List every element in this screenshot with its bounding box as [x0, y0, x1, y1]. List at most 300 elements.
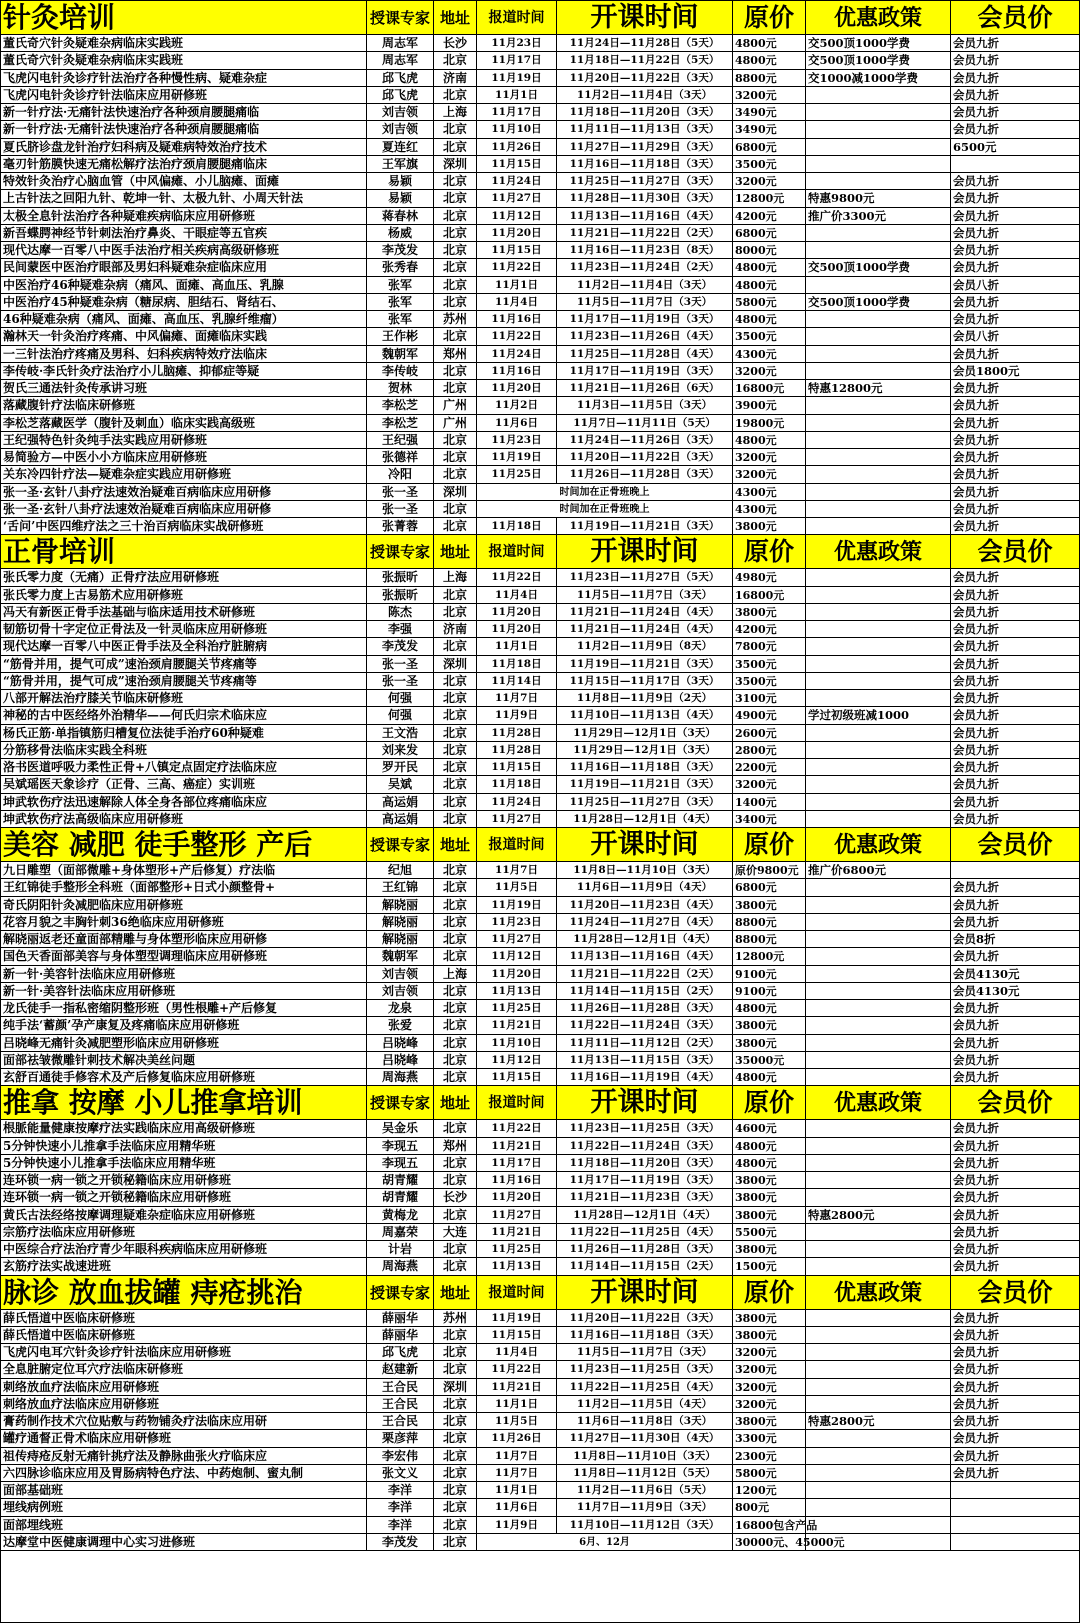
- class-dates: 11月28日—12月1日（4天）: [557, 811, 733, 827]
- class-dates: 11月23日—11月26日（4天）: [557, 328, 733, 344]
- promotion: [806, 1035, 951, 1051]
- table-row: [1, 1482, 1079, 1499]
- instructor: 周海燕: [367, 1069, 434, 1085]
- course-name: 5分钟快速小儿推拿手法临床应用精华班: [1, 1155, 367, 1171]
- class-dates: 11月26日—11月28日（3天）: [557, 1000, 733, 1016]
- location: 北京: [434, 725, 477, 741]
- location: 北京: [434, 983, 477, 999]
- check-in-date: 11月20日: [477, 225, 557, 241]
- original-price: 16800包含产品: [735, 1518, 818, 1532]
- column-header: 地址: [434, 1, 477, 34]
- instructor: 冷阳: [367, 466, 434, 482]
- section-title: 脉诊 放血拔罐 痔疮挑治: [1, 1276, 367, 1309]
- original-price: 4800元: [733, 1069, 806, 1085]
- promotion: [806, 1396, 951, 1412]
- original-price: 6800元: [733, 139, 806, 155]
- member-price: 会员九折: [953, 484, 999, 499]
- promotion: [806, 759, 951, 775]
- instructor: 何强: [367, 690, 434, 706]
- location: 北京: [434, 449, 477, 465]
- section-header-row: [1, 1086, 1079, 1120]
- table-row: [1, 879, 1079, 896]
- location: 北京: [434, 862, 477, 878]
- column-header: 开课时间: [557, 1086, 733, 1119]
- course-name: 毫刃针筋膜快速无痛松解疗法治疗颈肩腰腿痛临床: [1, 156, 367, 172]
- instructor: 李宏伟: [367, 1448, 434, 1464]
- member-price: 会员九折: [953, 381, 999, 395]
- check-in-date: 11月1日: [477, 87, 557, 103]
- original-price: 4200元: [733, 208, 806, 224]
- class-dates: 11月23日—11月25日（3天）: [557, 1120, 733, 1136]
- member-price: 6500元: [953, 139, 997, 154]
- section-header-row: [1, 535, 1079, 569]
- original-price: 4800元: [733, 1000, 806, 1016]
- location: 北京: [434, 931, 477, 947]
- table-row: [1, 725, 1079, 742]
- table-row: [1, 983, 1079, 1000]
- member-price: 会员九折: [953, 467, 999, 482]
- original-price: 6800元: [733, 879, 806, 895]
- promotion: [806, 983, 951, 999]
- original-price: 原价9800元: [733, 862, 806, 878]
- instructor: 王纪强: [367, 432, 434, 448]
- instructor: 李现五: [367, 1155, 434, 1171]
- location: 大连: [434, 1224, 477, 1240]
- check-in-date: 11月1日: [477, 277, 557, 293]
- table-row: [1, 656, 1079, 673]
- check-in-date: 11月23日: [477, 914, 557, 930]
- promotion: [806, 484, 951, 500]
- member-price: [951, 1482, 1079, 1498]
- table-row: [1, 569, 1079, 586]
- class-dates: 11月18日—11月20日（3天）: [557, 104, 733, 120]
- original-price: 8000元: [733, 242, 806, 258]
- check-in-date: 11月28日: [477, 725, 557, 741]
- table-row: [1, 1017, 1079, 1034]
- instructor: 何强: [367, 707, 434, 723]
- location: 郑州: [434, 346, 477, 362]
- promotion: [806, 776, 951, 792]
- course-name: 5分钟快速小儿推拿手法临床应用精华班: [1, 1138, 367, 1154]
- promotion: [806, 1499, 951, 1515]
- location: 北京: [434, 1120, 477, 1136]
- location: 北京: [434, 742, 477, 758]
- course-name: 新一针疗法·无痛针法快速治疗各种颈肩腰腿痛临: [1, 121, 367, 137]
- check-in-date: 11月7日: [477, 1448, 557, 1464]
- column-header: 授课专家: [367, 1086, 434, 1119]
- original-price: 4300元: [733, 484, 806, 500]
- course-name: 九日雕塑（面部微雕+身体塑形+产后修复）疗法临: [1, 862, 367, 878]
- original-price: 3800元: [733, 604, 806, 620]
- column-header: 原价: [733, 1086, 806, 1119]
- class-dates: 11月26日—11月28日（3天）: [557, 1241, 733, 1257]
- location: 济南: [434, 621, 477, 637]
- class-dates: 11月29日—12月1日（3天）: [557, 725, 733, 741]
- table-row: [1, 1069, 1079, 1086]
- promotion: [806, 725, 951, 741]
- class-dates: 11月20日—11月22日（3天）: [557, 70, 733, 86]
- original-price: 3200元: [733, 1379, 806, 1395]
- table-row: [1, 397, 1079, 414]
- instructor: 张军: [367, 277, 434, 293]
- check-in-date: 11月15日: [477, 156, 557, 172]
- member-price: 会员九折: [953, 880, 999, 895]
- promotion: [806, 139, 951, 155]
- check-in-date: 11月25日: [477, 466, 557, 482]
- member-price: 会员九折: [953, 243, 999, 257]
- check-in-date: 11月18日: [477, 518, 557, 534]
- instructor: 吕晓峰: [367, 1035, 434, 1051]
- member-price: [951, 1499, 1079, 1515]
- class-dates: 11月25日—11月28日（4天）: [557, 346, 733, 362]
- check-in-date: 11月15日: [477, 1069, 557, 1085]
- course-name: 黄氏古法经络按摩调理疑难杂症临床应用研修班: [1, 1207, 367, 1223]
- course-name: 薛氏悟道中医临床研修班: [1, 1310, 367, 1326]
- class-dates: 11月2日—11月5日（4天）: [557, 1396, 733, 1412]
- course-name: 玄筋疗法实战速进班: [1, 1258, 367, 1274]
- member-price: 会员九折: [953, 1224, 999, 1239]
- promotion: [806, 1224, 951, 1240]
- promotion: 特惠2800元: [806, 1413, 951, 1429]
- section-title: 美容 减肥 徒手整形 产后: [1, 828, 367, 861]
- course-name: 刺络放血疗法临床应用研修班: [1, 1379, 367, 1395]
- member-price: 会员九折: [953, 70, 999, 85]
- location: 北京: [434, 1396, 477, 1412]
- class-dates: 11月16日—11月18日（3天）: [557, 1327, 733, 1343]
- table-row: [1, 1120, 1079, 1137]
- original-price: 4800元: [733, 1155, 806, 1171]
- location: 北京: [434, 1448, 477, 1464]
- original-price: 3200元: [733, 449, 806, 465]
- column-header: 地址: [434, 535, 477, 568]
- location: 北京: [434, 948, 477, 964]
- member-price: 会员九折: [953, 777, 999, 792]
- original-price: 3200元: [733, 1361, 806, 1377]
- table-row: [1, 1310, 1079, 1327]
- table-row: [1, 415, 1079, 432]
- original-price: 30000元、45000元: [735, 1535, 845, 1549]
- member-price: 会员九折: [953, 36, 999, 50]
- original-price: 3200元: [733, 1344, 806, 1360]
- column-header: 报道时间: [477, 1276, 557, 1309]
- check-in-date: 11月7日: [477, 690, 557, 706]
- member-price: 会员九折: [953, 450, 999, 464]
- column-header: 原价: [733, 1276, 806, 1309]
- class-dates: 11月5日—11月7日（3天）: [557, 1344, 733, 1360]
- instructor: 王合民: [367, 1413, 434, 1429]
- column-header: 授课专家: [367, 828, 434, 861]
- location: 广州: [434, 415, 477, 431]
- location: 北京: [434, 1413, 477, 1429]
- check-in-date: 11月13日: [477, 983, 557, 999]
- table-row: [1, 690, 1079, 707]
- location: 苏州: [434, 311, 477, 327]
- location: 北京: [434, 1172, 477, 1188]
- table-row: [1, 518, 1079, 535]
- promotion: 交500顶1000学费: [806, 35, 951, 51]
- course-name: 神秘的古中医经络外治精华——何氏归宗术临床应: [1, 707, 367, 723]
- check-in-date: 11月16日: [477, 311, 557, 327]
- class-dates: 11月8日—11月10日（3天）: [557, 1448, 733, 1464]
- check-in-date: 11月23日: [477, 35, 557, 51]
- check-in-date: 11月22日: [477, 1120, 557, 1136]
- promotion: [806, 1327, 951, 1343]
- class-dates: 11月19日—11月21日（3天）: [557, 776, 733, 792]
- course-name: 夏氏脐诊盘龙针治疗妇科病及疑难病特效治疗技术: [1, 139, 367, 155]
- original-price: 3200元: [733, 1396, 806, 1412]
- class-dates: 11月18日—11月20日（3天）: [557, 1155, 733, 1171]
- instructor: 李茂发: [367, 242, 434, 258]
- instructor: 王作彬: [367, 328, 434, 344]
- column-header: 优惠政策: [806, 1086, 951, 1119]
- instructor: 高运娟: [367, 811, 434, 827]
- member-price: 会员九折: [953, 398, 999, 413]
- promotion: [806, 1258, 951, 1274]
- original-price: 3800元: [733, 1189, 806, 1205]
- course-name: 连环锁一病一锁之开锁秘籍临床应用研修班: [1, 1189, 367, 1205]
- class-dates: 11月23日—11月27日（5天）: [557, 569, 733, 585]
- class-dates: 6月、12月: [477, 1534, 733, 1550]
- original-price: 800元: [733, 1499, 806, 1515]
- member-price: 会员九折: [953, 105, 999, 119]
- promotion: [806, 173, 951, 189]
- original-price: 3800元: [733, 1172, 806, 1188]
- table-row: [1, 1189, 1079, 1206]
- promotion: [806, 1517, 951, 1533]
- course-name: 连环锁一病一锁之开锁秘籍临床应用研修班: [1, 1172, 367, 1188]
- member-price: [951, 156, 1079, 172]
- location: 北京: [434, 914, 477, 930]
- course-name: 太极全息针法治疗各种疑难疾病临床应用研修班: [1, 208, 367, 224]
- class-dates: 11月19日—11月21日（3天）: [557, 656, 733, 672]
- table-row: [1, 794, 1079, 811]
- original-price: 4800元: [733, 35, 806, 51]
- location: 北京: [434, 466, 477, 482]
- original-price: 4900元: [733, 707, 806, 723]
- promotion: 特惠9800元: [806, 190, 951, 206]
- original-price: 9100元: [733, 966, 806, 982]
- class-dates: 11月13日—11月16日（4天）: [557, 948, 733, 964]
- member-price: 会员九折: [953, 1345, 999, 1359]
- class-dates: 11月29日—12月1日（3天）: [557, 742, 733, 758]
- location: 北京: [434, 1361, 477, 1377]
- column-header: 报道时间: [477, 535, 557, 568]
- original-price: 3800元: [733, 897, 806, 913]
- table-row: [1, 862, 1079, 879]
- instructor: 李洋: [367, 1499, 434, 1515]
- member-price: 会员九折: [953, 708, 999, 723]
- instructor: 周嘉荣: [367, 1224, 434, 1240]
- promotion: [806, 242, 951, 258]
- original-price: 6800元: [733, 225, 806, 241]
- column-header: 会员价: [977, 537, 1053, 567]
- promotion: [806, 225, 951, 241]
- course-name: 李传岐·李氏针灸疗法治疗小儿脑瘫、抑郁症等疑: [1, 363, 367, 379]
- table-row: [1, 638, 1079, 655]
- original-price: 4200元: [733, 621, 806, 637]
- section-header-row: [1, 828, 1079, 862]
- check-in-date: 11月23日: [477, 432, 557, 448]
- original-price: 4600元: [733, 1120, 806, 1136]
- course-name: 坤武软伤疗法高级临床应用研修班: [1, 811, 367, 827]
- check-in-date: 11月22日: [477, 569, 557, 585]
- promotion: [806, 690, 951, 706]
- course-name: 膏药制作技术穴位贴敷与药物铺灸疗法临床应用研: [1, 1413, 367, 1429]
- location: 北京: [434, 604, 477, 620]
- instructor: 解晓丽: [367, 931, 434, 947]
- table-row: [1, 104, 1079, 121]
- course-name: 坤武软伤疗法迅速解除人体全身各部位疼痛临床应: [1, 794, 367, 810]
- location: 深圳: [434, 484, 477, 500]
- instructor: 张一圣: [367, 673, 434, 689]
- column-header: 报道时间: [477, 1, 557, 34]
- promotion: [806, 656, 951, 672]
- original-price: 3500元: [733, 656, 806, 672]
- table-row: [1, 190, 1079, 207]
- course-name: 飞虎闪电针灸诊疗针法治疗各种慢性病、疑难杂症: [1, 70, 367, 86]
- table-row: [1, 1258, 1079, 1275]
- course-section: [1, 535, 1079, 828]
- check-in-date: 11月7日: [477, 862, 557, 878]
- course-name: 落藏腹针疗法临床研修班: [1, 397, 367, 413]
- promotion: [806, 1430, 951, 1446]
- class-dates: 11月2日—11月6日（5天）: [557, 1482, 733, 1498]
- class-dates: 11月18日—11月22日（5天）: [557, 52, 733, 68]
- table-row: [1, 811, 1079, 828]
- promotion: [806, 673, 951, 689]
- table-row: [1, 121, 1079, 138]
- course-name: 张一圣·玄针八卦疗法速效治疑难百病临床应用研修: [1, 501, 367, 517]
- class-dates: 11月21日—11月22日（2天）: [557, 225, 733, 241]
- original-price: 16800元: [733, 380, 806, 396]
- table-row: [1, 52, 1079, 69]
- table-row: [1, 1172, 1079, 1189]
- member-price: 会员九折: [953, 191, 999, 206]
- course-name: 薛氏悟道中医临床研修班: [1, 1327, 367, 1343]
- course-name: 韧筋切骨十字定位正骨法及一针灵临床应用研修班: [1, 621, 367, 637]
- class-dates: 时间加在正骨班晚上: [477, 501, 733, 517]
- promotion: [806, 449, 951, 465]
- class-dates: 11月22日—11月24日（3天）: [557, 1017, 733, 1033]
- class-dates: 11月7日—11月9日（3天）: [557, 1499, 733, 1515]
- table-row: [1, 501, 1079, 518]
- instructor: 李茂发: [367, 1534, 434, 1550]
- column-header: 开课时间: [557, 1276, 733, 1309]
- course-name: 面部祛皱微雕针刺技术解决美丝问题: [1, 1052, 367, 1068]
- instructor: 邱飞虎: [367, 1344, 434, 1360]
- check-in-date: 11月25日: [477, 1241, 557, 1257]
- original-price: 2200元: [733, 759, 806, 775]
- original-price: 3800元: [733, 1207, 806, 1223]
- member-price: 会员九折: [953, 656, 999, 671]
- original-price: 3800元: [733, 1310, 806, 1326]
- table-row: [1, 707, 1079, 724]
- instructor: 张振昕: [367, 569, 434, 585]
- section-header-row: [1, 1, 1079, 35]
- location: 上海: [434, 966, 477, 982]
- member-price: 会员九折: [953, 1448, 999, 1463]
- location: 北京: [434, 1258, 477, 1274]
- course-name: 瀚林天一针灸治疗疼痛、中风偏瘫、面瘫临床实践: [1, 328, 367, 344]
- table-row: [1, 1327, 1079, 1344]
- column-header: 原价: [733, 535, 806, 568]
- course-name: 面部基础班: [1, 1482, 367, 1498]
- check-in-date: 11月6日: [477, 1499, 557, 1515]
- course-name: 现代达摩一百零八中医手法治疗相关疾病高级研修班: [1, 242, 367, 258]
- check-in-date: 11月19日: [477, 449, 557, 465]
- instructor: 李强: [367, 621, 434, 637]
- instructor: 李松芝: [367, 415, 434, 431]
- promotion: 推广价3300元: [806, 208, 951, 224]
- course-name: 解晓丽返老还童面部精雕与身体塑形临床应用研修: [1, 931, 367, 947]
- column-header: 开课时间: [557, 1, 733, 34]
- instructor: 邱飞虎: [367, 70, 434, 86]
- course-section: [1, 828, 1079, 1086]
- check-in-date: 11月18日: [477, 776, 557, 792]
- instructor: 易颖: [367, 190, 434, 206]
- instructor: 夏连红: [367, 139, 434, 155]
- original-price: 2600元: [733, 725, 806, 741]
- promotion: [806, 1120, 951, 1136]
- class-dates: 11月2日—11月9日（8天）: [557, 638, 733, 654]
- table-row: [1, 1448, 1079, 1465]
- column-header: 会员价: [977, 1088, 1053, 1118]
- class-dates: 时间加在正骨班晚上: [477, 484, 733, 500]
- promotion: [806, 415, 951, 431]
- column-header: 会员价: [977, 1277, 1053, 1307]
- class-dates: 11月13日—11月15日（3天）: [557, 1052, 733, 1068]
- location: 北京: [434, 673, 477, 689]
- course-name: 46种疑难杂病（痛风、面瘫、高血压、乳腺纤维瘤）: [1, 311, 367, 327]
- instructor: 胡青耀: [367, 1172, 434, 1188]
- instructor: 张一圣: [367, 501, 434, 517]
- check-in-date: 11月27日: [477, 190, 557, 206]
- instructor: 吴斌: [367, 776, 434, 792]
- check-in-date: 11月20日: [477, 1189, 557, 1205]
- class-dates: 11月11日—11月12日（2天）: [557, 1035, 733, 1051]
- location: 北京: [434, 1017, 477, 1033]
- course-name: 根脈能量健康按摩疗法实践临床应用高级研修班: [1, 1120, 367, 1136]
- instructor: 赵建新: [367, 1361, 434, 1377]
- member-price: 会员九折: [953, 1155, 999, 1170]
- table-row: [1, 173, 1079, 190]
- column-header: 优惠政策: [806, 535, 951, 568]
- member-price: 会员九折: [953, 415, 999, 430]
- original-price: 3200元: [733, 87, 806, 103]
- check-in-date: 11月15日: [477, 242, 557, 258]
- class-dates: 11月8日—11月12日（5天）: [557, 1465, 733, 1481]
- promotion: 交500顶1000学费: [806, 259, 951, 275]
- instructor: 张一圣: [367, 656, 434, 672]
- class-dates: 11月16日—11月18日（3天）: [557, 156, 733, 172]
- location: 北京: [434, 794, 477, 810]
- course-name: 关东冷四针疗法—疑难杂症实践应用研修班: [1, 466, 367, 482]
- course-name: 新吾蝶腭神经节针刺法治疗鼻炎、干眼症等五官疾: [1, 225, 367, 241]
- check-in-date: 11月25日: [477, 1000, 557, 1016]
- course-name: 董氏奇穴针灸疑难杂病临床实践班: [1, 52, 367, 68]
- location: 上海: [434, 104, 477, 120]
- course-name: 张氏零力度（无痛）正骨疗法应用研修班: [1, 569, 367, 585]
- course-name: 杨氏正筋·单指镇筋归槽复位法徒手治疗60种疑难: [1, 725, 367, 741]
- instructor: 李现五: [367, 1138, 434, 1154]
- original-price: 4980元: [733, 569, 806, 585]
- table-row: [1, 380, 1079, 397]
- check-in-date: 11月13日: [477, 1258, 557, 1274]
- member-price: 会员九折: [953, 1138, 999, 1153]
- table-row: [1, 914, 1079, 931]
- member-price: 会员九折: [953, 1121, 999, 1136]
- member-price: 会员九折: [953, 312, 999, 326]
